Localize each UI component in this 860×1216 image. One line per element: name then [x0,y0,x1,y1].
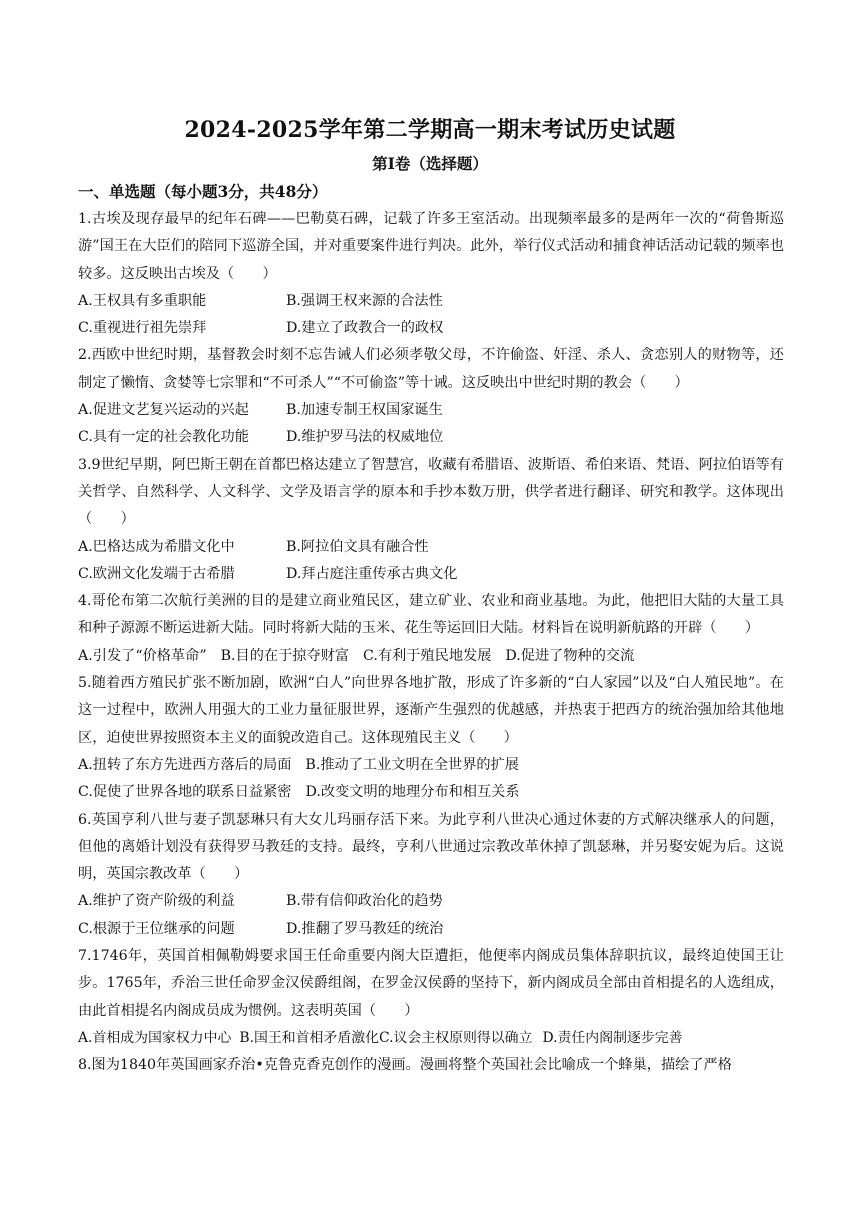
option-d: D.拜占庭注重传承古典文化 [286,565,458,582]
option-c: C.具有一定的社会教化功能 [78,429,249,446]
option-c: C.有利于殖民地发展 [363,647,492,664]
part-title: 第Ⅰ卷（选择题） [372,154,488,173]
option-c: C.议会主权原则得以确立 [379,1029,533,1046]
option-c: C.促使了世界各地的联系日益紧密 [78,784,292,801]
question-options-2b [78,424,784,451]
question-stem-2: 2.西欧中世纪时期，基督教会时刻不忘告诫人们必须孝敬父母，不许偷盗、奸淫、杀人、贪恋别人的财物等，还制定了懒惰、贪婪等七宗罪和“不可杀人”“不可偷盗”等十诫。这反映出中世纪时期的教会（ ） [78,347,784,391]
option-d: D.推翻了罗马教廷的统治 [286,920,444,937]
option-a: A.王权具有多重职能 [78,292,207,309]
question-options-5b [78,779,784,806]
question-stem-5: 5.随着西方殖民扩张不断加剧，欧洲“白人”向世界各地扩散，形成了许多新的“白人家园”以及“白人殖民地”。在这一过程中，欧洲人用强大的工业力量征服世界，逐渐产生强烈的优越感，并热衷于把西方的统治强加给其他地区，迫使世界按照资本主义的面貌改造自己。这体现殖民主义（ ） [78,675,784,746]
exam-title: 2024-2025学年第二学期高一期末考试历史试题 [184,117,676,143]
option-b: B.带有信仰政治化的趋势 [286,893,443,910]
option-d: D.维护罗马法的权威地位 [286,429,444,446]
option-a: A.引发了“价格革命” [78,647,207,664]
option-a: A.维护了资产阶级的利益 [78,893,235,910]
option-c: C.根源于王位继承的问题 [78,920,235,937]
section-heading: 一、单选题（每小题3分，共48分） [78,182,328,201]
option-d: D.建立了政教合一的政权 [286,320,444,337]
option-a: A.巴格达成为希腊文化中 [78,538,235,555]
option-a: A.首相成为国家权力中心 [78,1029,232,1046]
option-a: A.扭转了东方先进西方落后的局面 [78,756,292,773]
option-d: D.改变文明的地理分布和相互关系 [305,784,520,801]
option-b: B.目的在于掠夺财富 [220,647,350,664]
question-options-5a [78,752,784,779]
question-list [78,206,784,1080]
question-stem-8: 8.图为1840年英国画家乔治•克鲁克香克创作的漫画。漫画将整个英国社会比喻成一个蜂巢，描绘了严格 [78,1057,732,1074]
question-options-7 [78,1025,784,1052]
option-b: B.推动了工业文明在全世界的扩展 [305,756,519,773]
option-c: C.重视进行祖先崇拜 [78,320,207,337]
question-options-4 [78,643,784,670]
question-options-3a [78,534,784,561]
option-b: B.加速专制王权国家诞生 [286,402,443,419]
question-stem-4: 4.哥伦布第二次航行美洲的目的是建立商业殖民区，建立矿业、农业和商业基地。为此，他把旧大陆的大量工具和种子源源不断运进新大陆。同时将新大陆的玉米、花生等运回旧大陆。材料旨在说明新航路的开辟（ ） [78,593,784,637]
option-b: B.国王和首相矛盾激化 [239,1029,379,1046]
option-b: B.强调王权来源的合法性 [286,292,443,309]
question-options-2a [78,397,784,424]
question-stem-3: 3.9世纪早期，阿巴斯王朝在首都巴格达建立了智慧宫，收藏有希腊语、波斯语、希伯来语、梵语、阿拉伯语等有关哲学、自然科学、人文科学、文学及语言学的原本和手抄本数万册，供学者进行翻译、研究和教学。这体现出（ ） [78,456,784,528]
option-b: B.阿拉伯文具有融合性 [286,538,429,555]
question-options-1b [78,315,784,342]
question-options-6b [78,916,784,943]
option-c: C.欧洲文化发端于古希腊 [78,565,235,582]
question-stem-6: 6.英国亨利八世与妻子凯瑟琳只有大女儿玛丽存活下来。为此亨利八世决心通过休妻的方式解决继承人的问题，但他的离婚计划没有获得罗马教廷的支持。最终，亨利八世通过宗教改革休掉了凯瑟琳，并另娶安妮为后。这说明，英国宗教改革（ ） [78,811,784,883]
option-a: A.促进文艺复兴运动的兴起 [78,402,249,419]
question-options-6a [78,888,784,915]
question-stem-7: 7.1746年，英国首相佩勒姆要求国王任命重要内阁大臣遭拒，他便率内阁成员集体辞职抗议，最终迫使国王让步。1765年，乔治三世任命罗金汉侯爵组阁，在罗金汉侯爵的坚持下，新内阁成员全部由首相提名的人选组成，由此首相提名内阁成员成为惯例。这表明英国（ ） [78,948,784,1019]
question-options-3b [78,561,784,588]
question-stem-1: 1.古埃及现存最早的纪年石碑——巴勒莫石碑，记载了许多王室活动。出现频率最多的是两年一次的“荷鲁斯巡游”国王在大臣们的陪同下巡游全国，并对重要案件进行判决。此外，举行仪式活动和捕食神话活动记载的频率也较多。这反映出古埃及（ ） [78,211,784,282]
option-d: D.促进了物种的交流 [505,647,635,664]
question-options-1a [78,288,784,315]
option-d: D.责任内阁制逐步完善 [542,1029,683,1046]
